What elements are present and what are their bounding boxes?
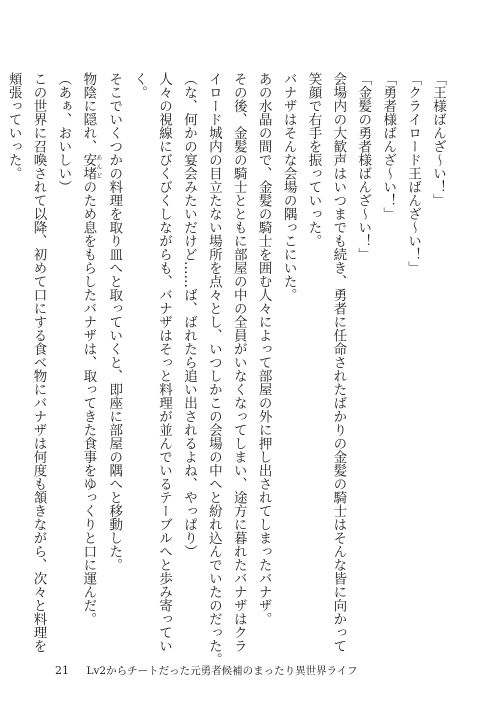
text-line-crystal-room: あの水晶の間で、金髪の騎士を囲む人々によって部屋の外に押し出されてしまったバナザ。 [255, 72, 272, 626]
text-line-relief-after: のため息をもらしたバナザは、取ってきた食事をゆっくりと口に運んだ。 [80, 180, 97, 626]
text-line-banquet-thought: （な、何かの宴会みたいだけど……ば、ばれたら追い出されるよね、やっぱり） [180, 72, 197, 558]
text-line-everyone-left: その後、金髪の騎士とともに部屋の中の全員がいなくなってしまい、途方に暮れたバナザはクラ [230, 72, 247, 653]
running-title: Lv2からチートだった元勇者候補のまったり異世界ライフ [86, 665, 358, 677]
text-line-approach-table: 人々の視線にびくびくしながらも、バナザはそっと料理が並んでいるテーブルへと歩み寄ってい [156, 72, 173, 653]
text-line-castle-wander: イロード城内の目立たない場所を点々とし、いつしかこの会場の中へと紛れ込んでいたのだった。 [205, 72, 222, 666]
text-line-take-food: そこでいくつかの料理を取り皿へと取っていくと、即座に部屋の隅へと移動した。 [106, 72, 123, 572]
text-line-delicious: （あぁ、おいしい） [55, 72, 72, 194]
text-line-shout-king: 「王様ばんざ～い！」 [430, 72, 446, 207]
text-line-relief [75, 72, 101, 644]
text-line-cramming: 頬張っていった。 [5, 72, 22, 180]
text-line-waving: 笑顔で右手を振っていった。 [305, 72, 322, 248]
page-number: 21 [55, 664, 69, 677]
text-line-shout-cryroad-king: 「クライロード王ばんざ～い！」 [405, 72, 422, 275]
vertical-body-text [1, 72, 450, 666]
text-line-shout-blonde-hero: 「金髪の勇者様ばんざ～い！」 [355, 72, 372, 261]
ruby-annotation [80, 153, 102, 180]
ruby-reading: あんど [94, 153, 102, 180]
text-line-first-meal: この世界に召喚されて以降、初めて口にする食べ物にバナザは何度も頷きながら、次々と料理を [30, 72, 47, 653]
text-line-approach-table-end: く。 [131, 72, 148, 99]
text-line-relief-before: 物陰に隠れ、 [80, 72, 97, 153]
ruby-base: 安堵 [80, 153, 97, 180]
text-line-shout-hero: 「勇者様ばんざ～い！」 [380, 72, 397, 221]
text-line-cheer-continues: 会場内の大歓声はいつまでも続き、勇者に任命されたばかりの金髪の騎士はそんな皆に向かって [330, 72, 347, 653]
text-line-banaza-corner: バナザはそんな会場の隅っこにいた。 [280, 72, 297, 302]
page-footer [55, 664, 357, 678]
